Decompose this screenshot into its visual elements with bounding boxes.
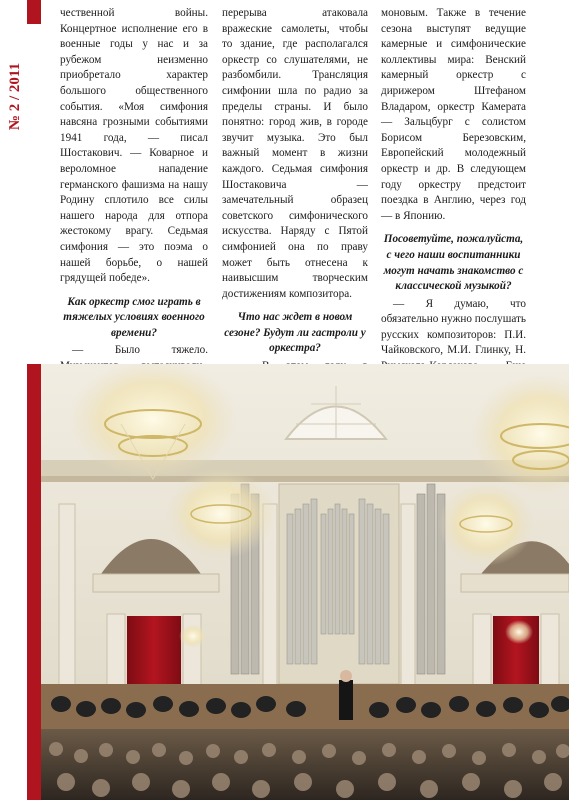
issue-number-label xyxy=(2,36,30,156)
column-1-paragraph-1: чественной войны. Концертное исполнение его в военные годы у нас и за рубежом неизменно приобретало характер большого общественного события. «Моя симфония навсяна грозными событиями 1941 года, — писал Шостакович. — Коварное и вероломное нападение германского фашизма на нашу Родину сплотило все силы нашего народа для отпора жестокому врагу. Седьмая симфония — это поэма о нашей борьбе, о нашей грядущей победе». xyxy=(60,7,208,285)
issue-number-text: № 2 / 2011 xyxy=(7,62,24,130)
interview-question-3: Посоветуйте, пожалуйста, с чего наши воспитанники могут начать знакомство с классической музыкой? xyxy=(383,233,524,293)
interview-question-1: Как оркестр смог играть в тяжелых условиях военного времени? xyxy=(63,295,205,339)
accent-bar-top xyxy=(27,0,41,24)
column-3-paragraph-1: моновым. Также в течение сезона выступят ведущие камерные и симфонические коллективы мира: Венский камерный оркестр с дирижером Штефаном Владаром, оркестр Камерата — Зальцбург с солистом Борисом Березовским, Европейский молодежный оркестр и др. В следующем году оркестру предстоит поездка в Англию, через год — в Японию. xyxy=(381,7,526,222)
column-3-paragraph-2: — Я думаю, что обязательно нужно послушать русских композиторов: П.И. Чайковского, М.И. Глинку, Н. xyxy=(381,297,526,357)
conductor xyxy=(339,680,353,720)
column-2-paragraph-1: перерыва атаковала вражеские самолеты, чтобы то здание, где располагался оркестр со слушателями, не разбомбили. Трансляция симфонии шла по радио за пределы страны. И было понятно: город жив, в городе звучит музыка. Это был важный момент в жизни каждого. Седьмая симфония Шостаковича — замечательный образец советского симфонического искусства. Наряду с Пятой симфонией она по праву может быть отнесена к наивысшим творческим достижениям композитора. xyxy=(222,7,368,300)
column-1-paragraph-2: — Было тяжело. xyxy=(72,344,208,357)
accent-bar-bottom xyxy=(27,364,41,800)
concert-hall-photo xyxy=(41,364,569,800)
interview-question-2: Что нас ждет в новом сезоне? Будут ли гастроли у оркестра? xyxy=(224,311,366,355)
concert-hall-illustration xyxy=(41,364,569,800)
